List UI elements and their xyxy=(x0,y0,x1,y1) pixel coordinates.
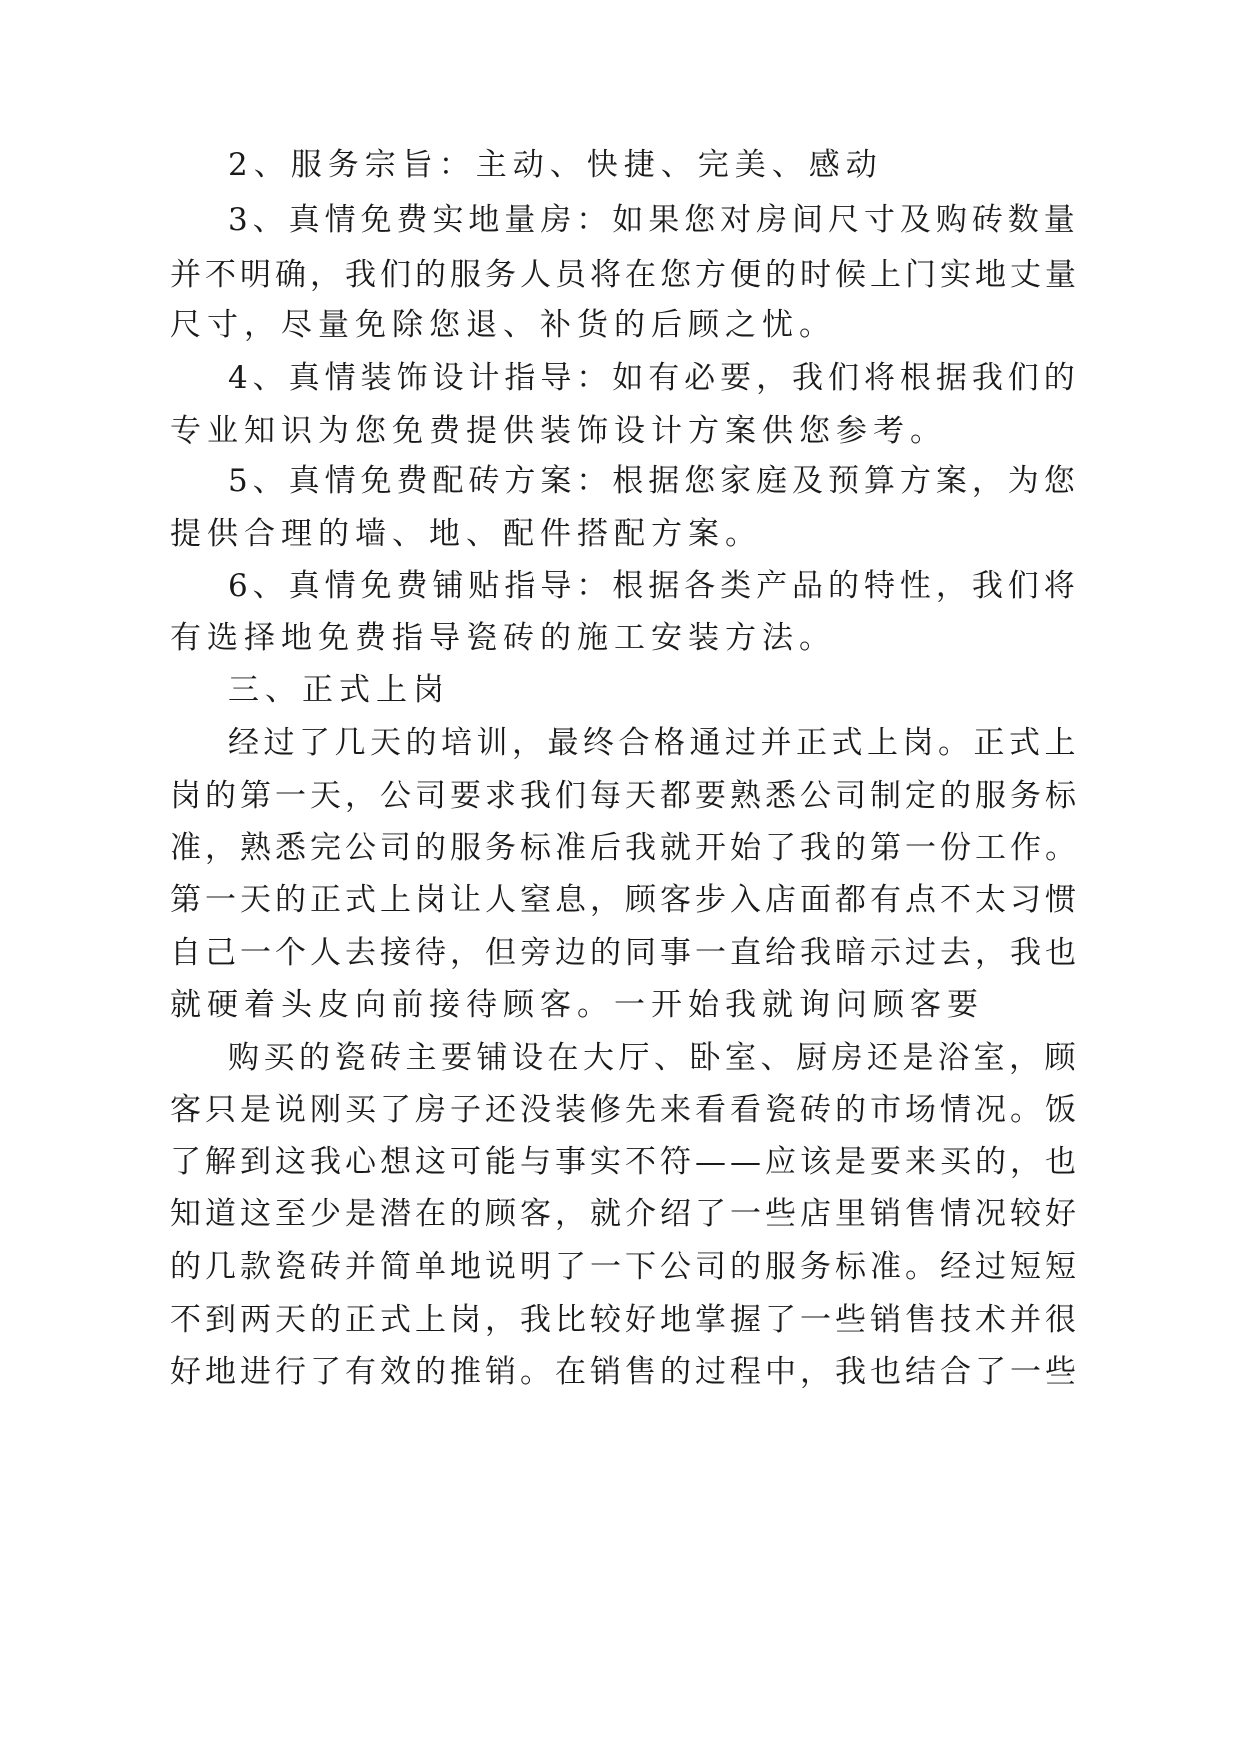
text-line: 有选择地免费指导瓷砖的施工安装方法。 xyxy=(170,620,836,656)
text-line: 准，熟悉完公司的服务标准后我就开始了我的第一份工作。 xyxy=(170,830,1080,866)
text-line: 2、服务宗旨：主动、快捷、完美、感动 xyxy=(228,147,883,183)
text-line: 好地进行了有效的推销。在销售的过程中，我也结合了一些 xyxy=(170,1354,1080,1390)
text-line: 客只是说刚买了房子还没装修先来看看瓷砖的市场情况。饭 xyxy=(170,1092,1080,1128)
text-line: 就硬着头皮向前接待顾客。一开始我就询问顾客要 xyxy=(170,987,984,1023)
text-line: 自己一个人去接待，但旁边的同事一直给我暗示过去，我也 xyxy=(170,935,1080,971)
text-line: 的几款瓷砖并简单地说明了一下公司的服务标准。经过短短 xyxy=(170,1249,1080,1285)
text-line: 并不明确，我们的服务人员将在您方便的时候上门实地丈量 xyxy=(170,257,1080,293)
text-line: 知道这至少是潜在的顾客，就介绍了一些店里销售情况较好 xyxy=(170,1196,1080,1232)
section-heading: 三、正式上岗 xyxy=(228,672,450,708)
text-line: 5、真情免费配砖方案：根据您家庭及预算方案，为您 xyxy=(228,463,1080,499)
text-line: 不到两天的正式上岗，我比较好地掌握了一些销售技术并很 xyxy=(170,1302,1080,1338)
text-line: 提供合理的墙、地、配件搭配方案。 xyxy=(170,516,762,552)
text-line: 3、真情免费实地量房：如果您对房间尺寸及购砖数量 xyxy=(228,202,1080,238)
text-line: 专业知识为您免费提供装饰设计方案供您参考。 xyxy=(170,413,947,449)
text-line: 岗的第一天，公司要求我们每天都要熟悉公司制定的服务标 xyxy=(170,778,1080,814)
text-line: 经过了几天的培训，最终合格通过并正式上岗。正式上 xyxy=(228,725,1080,761)
text-line: 6、真情免费铺贴指导：根据各类产品的特性，我们将 xyxy=(228,568,1080,604)
text-line: 第一天的正式上岗让人窒息，顾客步入店面都有点不太习惯 xyxy=(170,882,1080,918)
text-line: 了解到这我心想这可能与事实不符——应该是要来买的，也 xyxy=(170,1144,1080,1180)
text-line: 4、真情装饰设计指导：如有必要，我们将根据我们的 xyxy=(228,360,1080,396)
text-line: 购买的瓷砖主要铺设在大厅、卧室、厨房还是浴室，顾 xyxy=(228,1040,1080,1076)
text-line: 尺寸，尽量免除您退、补货的后顾之忧。 xyxy=(170,307,836,343)
